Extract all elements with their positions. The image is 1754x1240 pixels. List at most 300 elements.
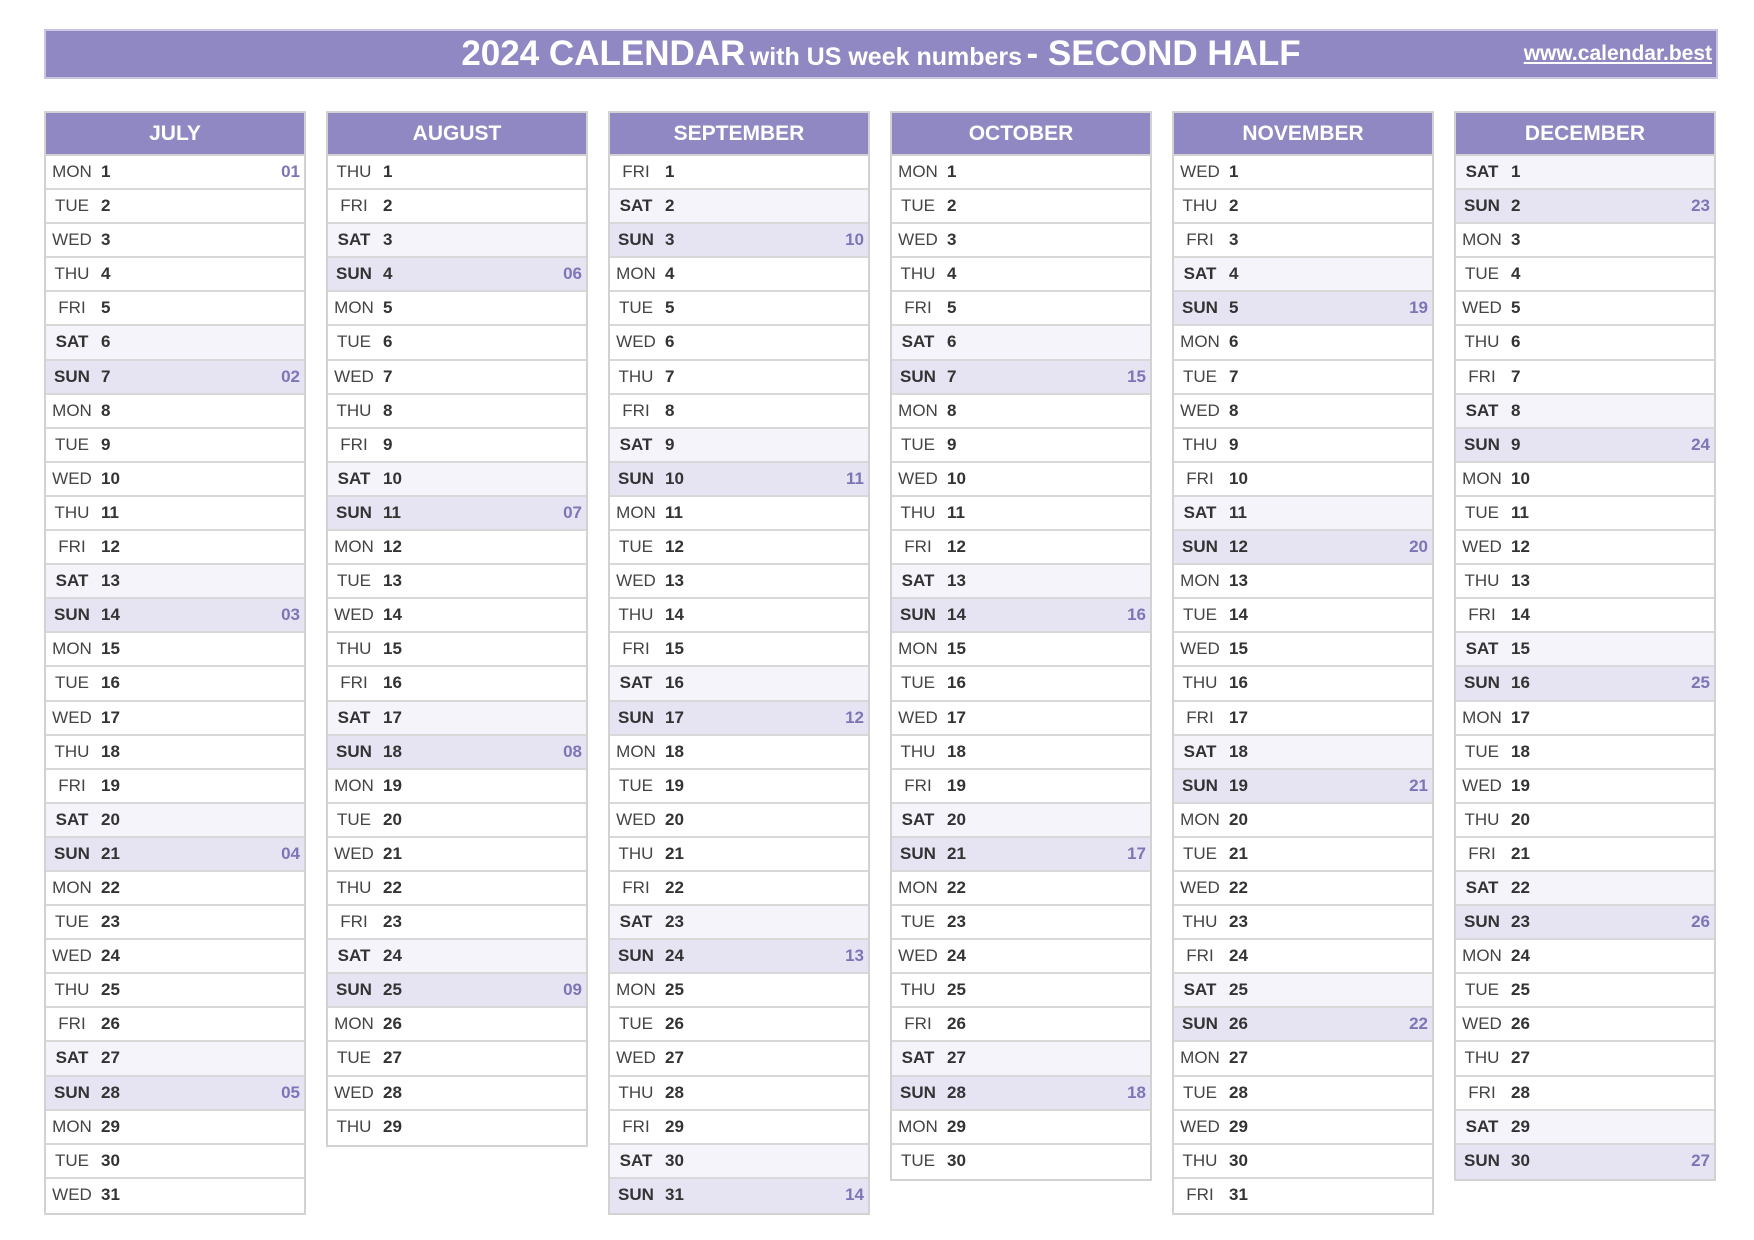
- day-number: 3: [383, 230, 393, 250]
- day-row: [46, 429, 304, 463]
- day-row: [1174, 599, 1432, 633]
- day-row: [892, 633, 1150, 667]
- day-row: [1456, 156, 1714, 190]
- weekday-label: WED: [52, 946, 92, 966]
- weekday-label: TUE: [55, 673, 89, 693]
- weekday-label: TUE: [55, 434, 89, 454]
- day-number: 15: [383, 639, 402, 659]
- day-number: 13: [665, 571, 684, 591]
- day-number: 22: [947, 877, 966, 897]
- day-row: [328, 1111, 586, 1145]
- day-number: 10: [1511, 468, 1530, 488]
- week-number: 07: [563, 502, 582, 522]
- day-row: [46, 258, 304, 292]
- weekday-label: TUE: [1465, 264, 1499, 284]
- day-row: [328, 156, 586, 190]
- day-row: [328, 224, 586, 258]
- weekday-label: FRI: [622, 400, 650, 420]
- weekday-label: SUN: [336, 502, 372, 522]
- day-row: [328, 326, 586, 360]
- day-row: [1456, 736, 1714, 770]
- day-row: [892, 1077, 1150, 1111]
- day-number: 16: [383, 673, 402, 693]
- day-number: 5: [947, 298, 957, 318]
- weekday-label: SUN: [1464, 912, 1500, 932]
- day-row: [46, 395, 304, 429]
- day-number: 10: [1229, 468, 1248, 488]
- weekday-label: FRI: [622, 877, 650, 897]
- day-number: 17: [947, 707, 966, 727]
- day-row: [892, 292, 1150, 326]
- day-row: [1174, 531, 1432, 565]
- weekday-label: SUN: [1464, 673, 1500, 693]
- weekday-label: SUN: [1464, 196, 1500, 216]
- day-number: 21: [947, 843, 966, 863]
- day-number: 5: [383, 298, 393, 318]
- day-row: [328, 531, 586, 565]
- day-number: 8: [1511, 400, 1521, 420]
- day-row: [46, 326, 304, 360]
- weekday-label: TUE: [1183, 843, 1217, 863]
- weekday-label: FRI: [904, 775, 932, 795]
- day-number: 4: [1229, 264, 1239, 284]
- weekday-label: FRI: [1186, 468, 1214, 488]
- day-row: [610, 667, 868, 701]
- weekday-label: WED: [1180, 400, 1220, 420]
- day-row: [1174, 906, 1432, 940]
- day-number: 27: [947, 1048, 966, 1068]
- day-row: [892, 361, 1150, 395]
- weekday-label: SAT: [901, 571, 935, 591]
- weekday-label: THU: [336, 877, 372, 897]
- day-row: [1174, 940, 1432, 974]
- day-number: 9: [665, 434, 675, 454]
- day-row: [1456, 258, 1714, 292]
- day-number: 22: [101, 877, 120, 897]
- day-row: [1174, 463, 1432, 497]
- day-number: 2: [665, 196, 675, 216]
- weekday-label: FRI: [58, 1014, 86, 1034]
- day-number: 2: [101, 196, 111, 216]
- day-number: 16: [1511, 673, 1530, 693]
- weekday-label: THU: [54, 502, 90, 522]
- day-row: [892, 565, 1150, 599]
- day-number: 28: [1229, 1082, 1248, 1102]
- day-row: [1174, 224, 1432, 258]
- weekday-label: THU: [618, 605, 654, 625]
- day-row: [610, 1179, 868, 1213]
- day-number: 29: [947, 1116, 966, 1136]
- weekday-label: SUN: [336, 980, 372, 1000]
- week-number: 08: [563, 741, 582, 761]
- week-number: 17: [1127, 843, 1146, 863]
- day-row: [610, 395, 868, 429]
- day-number: 6: [1229, 332, 1239, 352]
- day-row: [328, 770, 586, 804]
- day-number: 8: [101, 400, 111, 420]
- weekday-label: THU: [1182, 673, 1218, 693]
- day-row: [328, 736, 586, 770]
- day-number: 20: [1229, 809, 1248, 829]
- weekday-label: MON: [898, 877, 938, 897]
- weekday-label: TUE: [1183, 366, 1217, 386]
- weekday-label: FRI: [1186, 707, 1214, 727]
- weekday-label: SAT: [619, 673, 653, 693]
- weekday-label: MON: [898, 162, 938, 181]
- day-row: [1456, 326, 1714, 360]
- day-number: 22: [1229, 877, 1248, 897]
- day-row: [328, 565, 586, 599]
- day-row: [1456, 1008, 1714, 1042]
- day-row: [328, 1008, 586, 1042]
- website-link[interactable]: www.calendar.best: [1523, 42, 1712, 65]
- day-number: 8: [665, 400, 675, 420]
- day-row: [892, 599, 1150, 633]
- weekday-label: FRI: [904, 298, 932, 318]
- weekday-label: TUE: [1465, 502, 1499, 522]
- day-number: 9: [947, 434, 957, 454]
- day-number: 31: [1229, 1184, 1248, 1204]
- weekday-label: FRI: [904, 537, 932, 557]
- weekday-label: SAT: [619, 196, 653, 216]
- day-number: 26: [383, 1014, 402, 1034]
- day-row: [610, 258, 868, 292]
- weekday-label: THU: [900, 502, 936, 522]
- day-row: [892, 804, 1150, 838]
- weekday-label: THU: [336, 639, 372, 659]
- day-row: [1174, 565, 1432, 599]
- day-row: [46, 565, 304, 599]
- month-header: NOVEMBER: [1174, 113, 1432, 156]
- day-row: [1456, 497, 1714, 531]
- day-row: [1456, 702, 1714, 736]
- week-number: 03: [281, 605, 300, 625]
- title-sub: with US week numbers: [749, 43, 1023, 71]
- day-number: 4: [947, 264, 957, 284]
- weekday-label: THU: [336, 1116, 372, 1136]
- day-row: [1174, 1077, 1432, 1111]
- day-row: [46, 599, 304, 633]
- weekday-label: TUE: [337, 809, 371, 829]
- day-number: 1: [383, 162, 393, 181]
- day-row: [328, 906, 586, 940]
- day-number: 11: [1229, 502, 1247, 522]
- day-number: 26: [947, 1014, 966, 1034]
- day-row: [892, 1042, 1150, 1076]
- day-number: 21: [1229, 843, 1248, 863]
- weekday-label: TUE: [1183, 1082, 1217, 1102]
- weekday-label: TUE: [901, 673, 935, 693]
- day-row: [610, 906, 868, 940]
- day-row: [46, 1111, 304, 1145]
- day-number: 19: [101, 775, 120, 795]
- week-number: 14: [845, 1184, 864, 1204]
- weekday-label: TUE: [1465, 741, 1499, 761]
- weekday-label: MON: [1180, 571, 1220, 591]
- day-row: [46, 940, 304, 974]
- day-row: [610, 224, 868, 258]
- day-row: [328, 429, 586, 463]
- day-number: 23: [947, 912, 966, 932]
- day-row: [892, 1111, 1150, 1145]
- weekday-label: SAT: [901, 332, 935, 352]
- weekday-label: THU: [1464, 1048, 1500, 1068]
- day-row: [46, 974, 304, 1008]
- month-header: AUGUST: [328, 113, 586, 156]
- day-number: 13: [1511, 571, 1530, 591]
- weekday-label: THU: [1464, 809, 1500, 829]
- weekday-label: SAT: [901, 1048, 935, 1068]
- day-row: [892, 156, 1150, 190]
- day-number: 28: [665, 1082, 684, 1102]
- day-number: 18: [383, 741, 402, 761]
- weekday-label: WED: [334, 605, 374, 625]
- day-row: [892, 224, 1150, 258]
- day-number: 30: [665, 1150, 684, 1170]
- day-number: 29: [665, 1116, 684, 1136]
- day-row: [1456, 531, 1714, 565]
- weekday-label: SAT: [337, 230, 371, 250]
- weekday-label: MON: [52, 639, 92, 659]
- day-number: 23: [1511, 912, 1530, 932]
- weekday-label: SUN: [1182, 537, 1218, 557]
- day-number: 15: [1229, 639, 1248, 659]
- weekday-label: WED: [1180, 639, 1220, 659]
- day-number: 2: [1229, 196, 1239, 216]
- weekday-label: FRI: [1186, 230, 1214, 250]
- week-number: 19: [1409, 298, 1428, 318]
- day-row: [328, 497, 586, 531]
- day-row: [610, 872, 868, 906]
- day-number: 16: [1229, 673, 1248, 693]
- day-number: 23: [101, 912, 120, 932]
- day-row: [46, 838, 304, 872]
- day-number: 11: [101, 502, 119, 522]
- weekday-label: THU: [1182, 912, 1218, 932]
- day-row: [328, 1077, 586, 1111]
- weekday-label: SAT: [1465, 1116, 1499, 1136]
- day-number: 14: [101, 605, 120, 625]
- weekday-label: TUE: [901, 912, 935, 932]
- day-row: [610, 736, 868, 770]
- day-number: 21: [1511, 843, 1530, 863]
- weekday-label: WED: [334, 1082, 374, 1102]
- day-number: 15: [1511, 639, 1530, 659]
- day-number: 4: [1511, 264, 1521, 284]
- month-header: SEPTEMBER: [610, 113, 868, 156]
- weekday-label: SAT: [1465, 400, 1499, 420]
- day-row: [1174, 736, 1432, 770]
- day-number: 27: [1229, 1048, 1248, 1068]
- day-row: [892, 1008, 1150, 1042]
- day-number: 27: [1511, 1048, 1530, 1068]
- day-number: 25: [1511, 980, 1530, 1000]
- day-number: 26: [1511, 1014, 1530, 1034]
- week-number: 12: [845, 707, 864, 727]
- weekday-label: MON: [334, 1014, 374, 1034]
- day-row: [892, 736, 1150, 770]
- day-number: 28: [383, 1082, 402, 1102]
- day-number: 12: [101, 537, 120, 557]
- day-row: [892, 940, 1150, 974]
- weekday-label: MON: [898, 1116, 938, 1136]
- day-row: [1174, 395, 1432, 429]
- day-number: 13: [947, 571, 966, 591]
- weekday-label: WED: [616, 1048, 656, 1068]
- weekday-label: TUE: [619, 298, 653, 318]
- day-row: [892, 872, 1150, 906]
- day-number: 12: [665, 537, 684, 557]
- day-number: 1: [1229, 162, 1239, 181]
- day-row: [1174, 1179, 1432, 1213]
- month-header: OCTOBER: [892, 113, 1150, 156]
- day-row: [892, 326, 1150, 360]
- weekday-label: WED: [616, 571, 656, 591]
- weekday-label: TUE: [337, 332, 371, 352]
- day-row: [610, 1111, 868, 1145]
- day-row: [1456, 940, 1714, 974]
- day-number: 5: [1511, 298, 1521, 318]
- day-row: [892, 258, 1150, 292]
- day-number: 20: [383, 809, 402, 829]
- weekday-label: SAT: [901, 809, 935, 829]
- day-row: [1174, 190, 1432, 224]
- weekday-label: SUN: [900, 843, 936, 863]
- week-number: 15: [1127, 366, 1146, 386]
- weekday-label: TUE: [55, 1150, 89, 1170]
- day-number: 18: [101, 741, 120, 761]
- day-number: 11: [665, 502, 683, 522]
- day-row: [328, 872, 586, 906]
- day-number: 19: [1511, 775, 1530, 795]
- weekday-label: SAT: [1465, 877, 1499, 897]
- day-row: [328, 395, 586, 429]
- day-row: [610, 599, 868, 633]
- weekday-label: FRI: [1468, 605, 1496, 625]
- day-row: [610, 940, 868, 974]
- day-number: 18: [1229, 741, 1248, 761]
- day-number: 7: [383, 366, 393, 386]
- day-number: 17: [383, 707, 402, 727]
- weekday-label: SAT: [1183, 264, 1217, 284]
- weekday-label: TUE: [55, 196, 89, 216]
- day-number: 7: [665, 366, 675, 386]
- weekday-label: SUN: [54, 366, 90, 386]
- day-row: [1456, 292, 1714, 326]
- weekday-label: SUN: [900, 605, 936, 625]
- day-row: [46, 190, 304, 224]
- weekday-label: WED: [898, 230, 938, 250]
- day-row: [610, 974, 868, 1008]
- week-number: 25: [1691, 673, 1710, 693]
- week-number: 18: [1127, 1082, 1146, 1102]
- day-row: [610, 156, 868, 190]
- day-row: [610, 838, 868, 872]
- day-number: 4: [665, 264, 675, 284]
- day-row: [46, 667, 304, 701]
- weekday-label: SUN: [618, 230, 654, 250]
- day-number: 1: [665, 162, 675, 181]
- day-number: 7: [1229, 366, 1239, 386]
- weekday-label: SUN: [618, 1184, 654, 1204]
- weekday-label: FRI: [1468, 843, 1496, 863]
- day-number: 6: [947, 332, 957, 352]
- weekday-label: WED: [1462, 775, 1502, 795]
- weekday-label: SAT: [337, 707, 371, 727]
- day-number: 4: [101, 264, 111, 284]
- day-row: [892, 770, 1150, 804]
- day-row: [46, 1042, 304, 1076]
- day-number: 29: [1229, 1116, 1248, 1136]
- day-row: [610, 804, 868, 838]
- weekday-label: TUE: [55, 912, 89, 932]
- weekday-label: FRI: [1186, 1184, 1214, 1204]
- day-row: [328, 804, 586, 838]
- day-number: 17: [665, 707, 684, 727]
- day-row: [1456, 395, 1714, 429]
- weekday-label: TUE: [1183, 605, 1217, 625]
- weekday-label: THU: [336, 162, 372, 181]
- day-row: [1456, 770, 1714, 804]
- day-row: [1456, 1145, 1714, 1179]
- day-row: [328, 463, 586, 497]
- day-number: 2: [383, 196, 393, 216]
- day-number: 16: [947, 673, 966, 693]
- day-number: 21: [101, 843, 120, 863]
- day-row: [610, 702, 868, 736]
- day-number: 14: [1511, 605, 1530, 625]
- day-row: [610, 361, 868, 395]
- weekday-label: THU: [54, 264, 90, 284]
- weekday-label: FRI: [622, 639, 650, 659]
- day-row: [610, 1077, 868, 1111]
- day-number: 5: [101, 298, 111, 318]
- day-number: 25: [383, 980, 402, 1000]
- weekday-label: FRI: [1186, 946, 1214, 966]
- day-row: [610, 770, 868, 804]
- day-number: 5: [665, 298, 675, 318]
- day-row: [892, 1145, 1150, 1179]
- day-number: 4: [383, 264, 393, 284]
- day-number: 20: [665, 809, 684, 829]
- title-main: 2024 CALENDAR: [461, 34, 746, 73]
- month-september: [608, 111, 870, 1215]
- week-number: 09: [563, 980, 582, 1000]
- day-number: 1: [101, 162, 111, 181]
- weekday-label: WED: [1180, 162, 1220, 181]
- weekday-label: MON: [52, 1116, 92, 1136]
- weekday-label: FRI: [340, 673, 368, 693]
- day-number: 20: [947, 809, 966, 829]
- day-row: [1456, 906, 1714, 940]
- week-number: 27: [1691, 1150, 1710, 1170]
- weekday-label: TUE: [901, 434, 935, 454]
- day-row: [1174, 1042, 1432, 1076]
- weekday-label: FRI: [58, 775, 86, 795]
- weekday-label: THU: [900, 741, 936, 761]
- day-number: 26: [101, 1014, 120, 1034]
- month-july: [44, 111, 306, 1215]
- weekday-label: THU: [618, 366, 654, 386]
- day-number: 24: [947, 946, 966, 966]
- day-number: 15: [101, 639, 120, 659]
- day-row: [1174, 770, 1432, 804]
- weekday-label: MON: [1180, 332, 1220, 352]
- weekday-label: SAT: [619, 1150, 653, 1170]
- weekday-label: SUN: [618, 707, 654, 727]
- weekday-label: TUE: [619, 775, 653, 795]
- weekday-label: SAT: [337, 468, 371, 488]
